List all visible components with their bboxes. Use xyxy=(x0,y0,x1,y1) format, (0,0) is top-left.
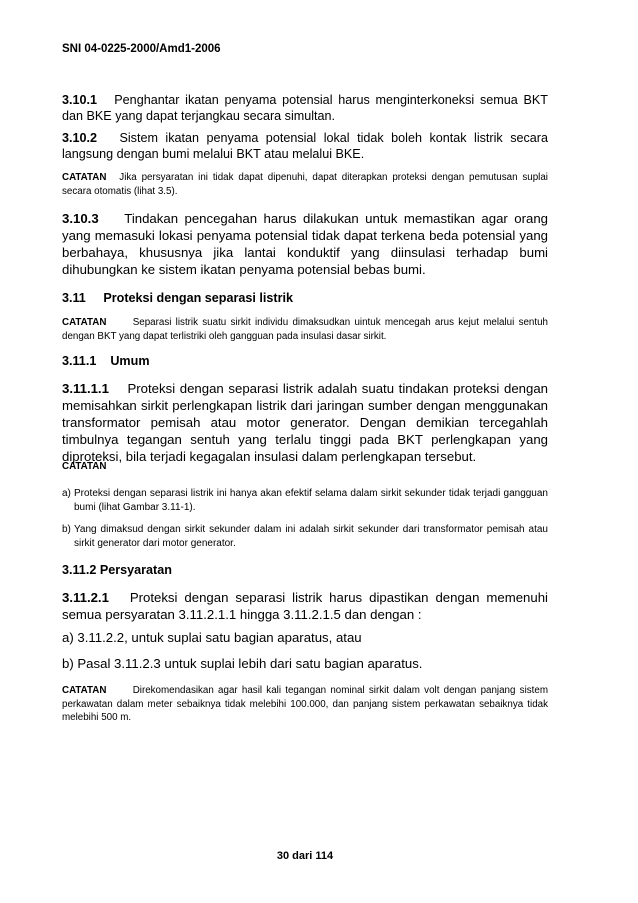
clause-3-11-1-1 xyxy=(62,380,548,465)
list-text: Yang dimaksud dengan sirkit sekunder dalam ini adalah sirkit sekunder dari transformator pemisah atau sirkit generator dari motor generator. xyxy=(74,524,548,549)
clause-3-10-1 xyxy=(62,92,548,124)
clause-text: Proteksi dengan separasi listrik harus dipastikan dengan memenuhi semua persyaratan 3.11.2.1.1 hingga 3.11.2.1.5 dan dengan : xyxy=(62,590,548,622)
heading-title: Umum xyxy=(110,354,150,368)
note-label: CATATAN xyxy=(62,685,107,696)
heading-3-11-2 xyxy=(62,563,548,577)
clause-3-10-2 xyxy=(62,130,548,162)
clause-text: Penghantar ikatan penyama potensial harus menginterkoneksi semua BKT dan BKE yang dapat terjangkau secara simultan. xyxy=(62,93,549,123)
list-item xyxy=(62,523,548,550)
clause-number: 3.10.1 xyxy=(62,93,98,107)
clause-text: Tindakan pencegahan harus dilakukan untuk memastikan agar orang yang memasuki lokasi penyama potensial tidak dapat terkena beda potensial yang berbahaya, khususnya jika lantai konduktif yang diinsulasi terhadap bumi dihubungkan ke sistem ikatan penyama potensial bebas bumi. xyxy=(62,211,548,277)
clause-number: 3.10.3 xyxy=(62,211,99,226)
note-3-11-2-1 xyxy=(62,684,548,725)
list-marker: b) xyxy=(62,524,71,535)
heading-3-11 xyxy=(62,291,548,305)
clause-3-10-3 xyxy=(62,210,548,278)
clause-text: Sistem ikatan penyama potensial lokal tidak boleh kontak listrik secara langsung dengan bumi melalui BKT atau melalui BKE. xyxy=(62,131,548,161)
clause-number: 3.11.1.1 xyxy=(62,381,109,396)
heading-title: Proteksi dengan separasi listrik xyxy=(103,291,294,305)
heading-3-11-1 xyxy=(62,354,548,368)
list-marker: a) xyxy=(62,488,71,499)
note-label: CATATAN xyxy=(62,317,107,328)
list-item xyxy=(62,487,548,514)
heading-number: 3.11 xyxy=(62,291,86,305)
heading-title: 3.11.2 Persyaratan xyxy=(62,563,172,577)
item-a: a) 3.11.2.2, untuk suplai satu bagian aparatus, atau xyxy=(62,630,362,645)
clause-text: Proteksi dengan separasi listrik adalah suatu tindakan proteksi dengan memisahkan sirkit perlengkapan listrik dari jaringan sumber dengan menggunakan transformator pemisah atau motor generator. Dengan demikian tercegahlah timbulnya tegangan sentuh yang terlalu tinggi pada BKT perlengkapan yang diproteksi, bila terjadi kegagalan insulasi dalam perlengkapan tersebut. xyxy=(62,381,548,464)
note-3-10-2 xyxy=(62,171,548,198)
clause-number: 3.11.2.1 xyxy=(62,590,109,605)
note-text: Direkomendasikan agar hasil kali tegangan nominal sirkit dalam volt dengan panjang sistem perkawatan dalam meter sebaiknya tidak melebihi 100.000, dan panjang sistem perkawatan sebaiknya tidak melebihi 500 m. xyxy=(62,685,548,723)
list-text: Proteksi dengan separasi listrik ini hanya akan efektif selama dalam sirkit sekunder tidak terjadi gangguan bumi (lihat Gambar 3.11-1). xyxy=(74,488,548,513)
note-label-standalone: CATATAN xyxy=(62,461,107,472)
clause-3-11-2-1 xyxy=(62,589,548,623)
clause-number: 3.10.2 xyxy=(62,131,98,145)
page-number: 30 dari 114 xyxy=(276,850,334,862)
document-header: SNI 04-0225-2000/Amd1-2006 xyxy=(62,43,221,55)
note-label: CATATAN xyxy=(62,172,107,183)
note-3-11 xyxy=(62,316,548,343)
note-text: Separasi listrik suatu sirkit individu dimaksudkan uintuk mencegah arus kejut melalui sentuh dengan BKT yang dapat terlistriki oleh gangguan pada insulasi dasar sirkit. xyxy=(62,317,548,342)
item-b: b) Pasal 3.11.2.3 untuk suplai lebih dari satu bagian aparatus. xyxy=(62,656,423,671)
heading-number: 3.11.1 xyxy=(62,354,97,368)
note-text: Jika persyaratan ini tidak dapat dipenuhi, dapat diterapkan proteksi dengan pemutusan suplai secara otomatis (lihat 3.5). xyxy=(62,172,548,197)
